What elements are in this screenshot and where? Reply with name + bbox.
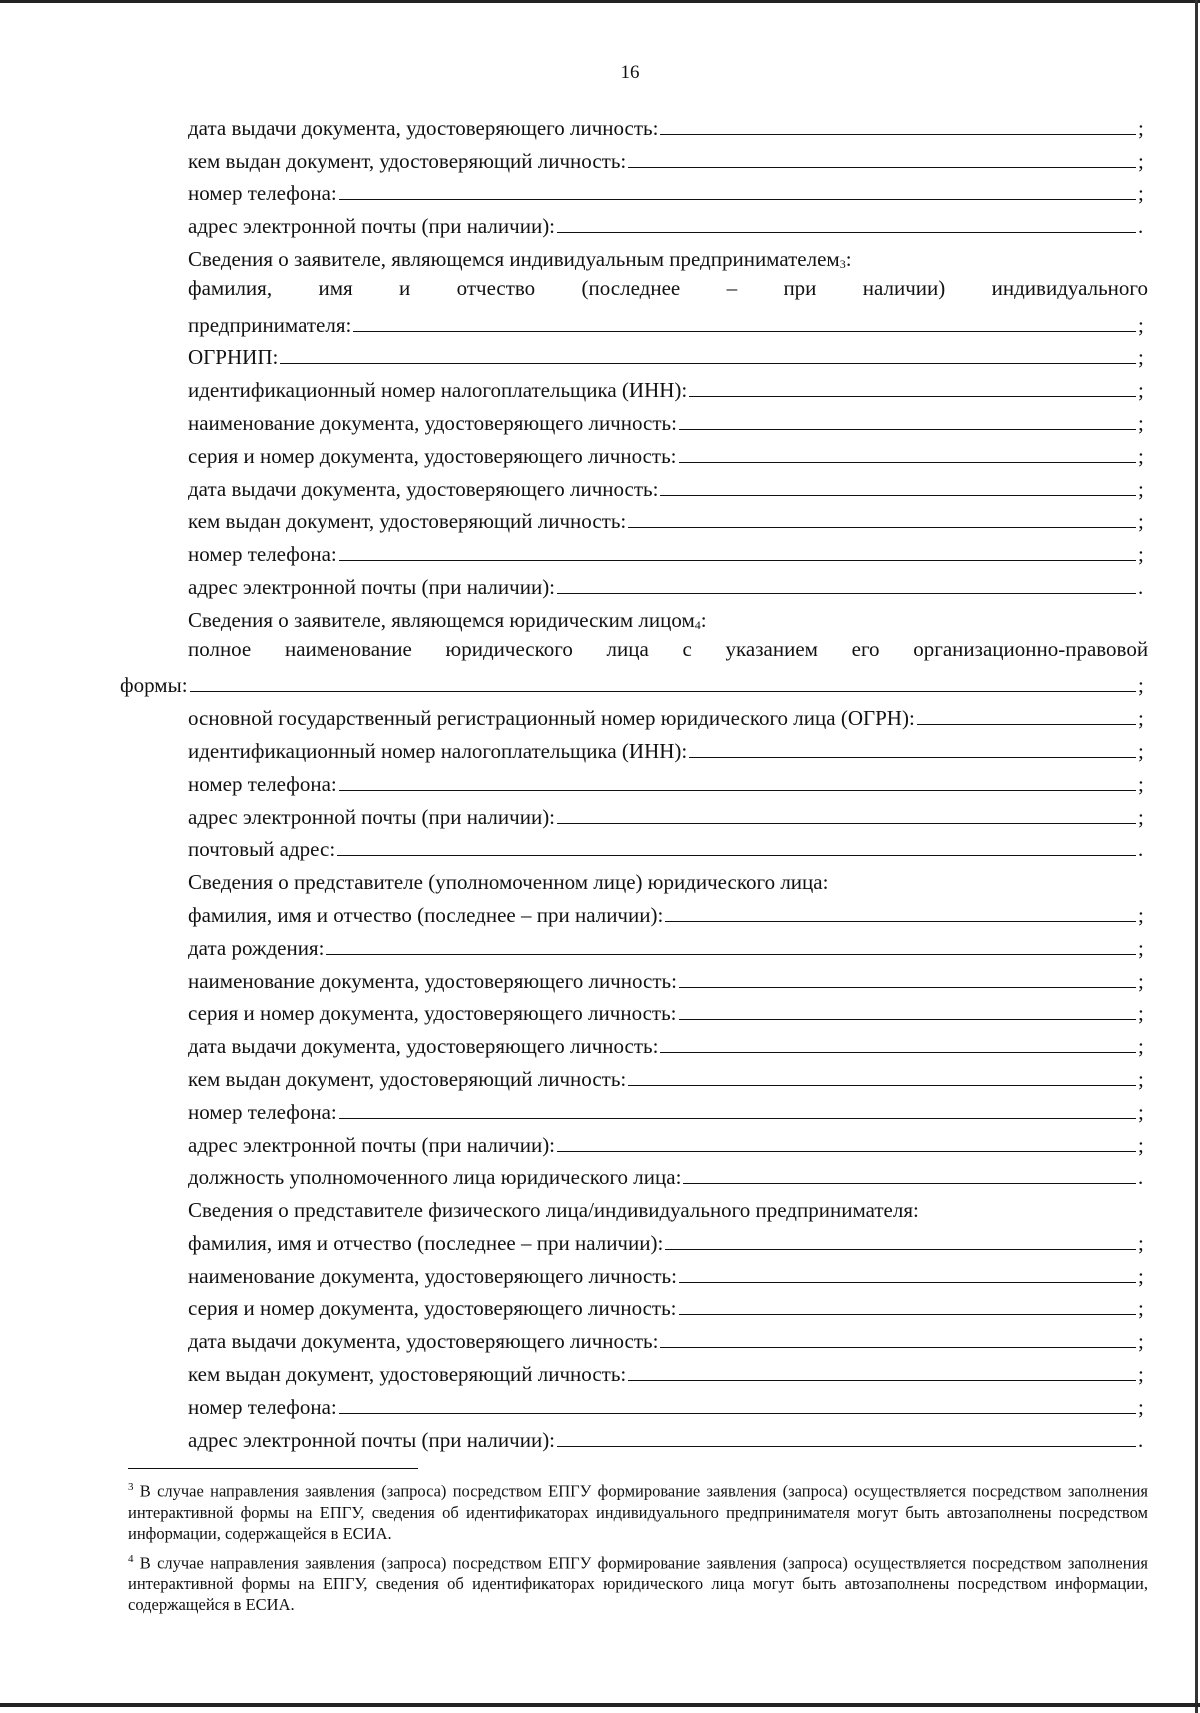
field-label: формы: — [120, 673, 188, 698]
field-label: адрес электронной почты (при наличии): — [188, 1132, 556, 1157]
form-field-row — [120, 174, 1148, 207]
form-field-row — [120, 994, 1148, 1027]
field-label: основной государственный регистрационный номер юридического лица (ОГРН): — [188, 706, 915, 731]
form-field-row — [120, 502, 1148, 535]
fill-in-blank[interactable] — [280, 362, 1136, 364]
fill-in-blank[interactable] — [557, 822, 1136, 824]
field-terminator: ; — [1138, 968, 1144, 993]
form-field-row — [120, 764, 1148, 797]
field-label: номер телефона: — [188, 181, 337, 206]
fill-in-blank[interactable] — [339, 1117, 1136, 1119]
field-label: номер телефона: — [188, 1394, 337, 1419]
field-label: фамилия, имя и отчество (последнее – при наличии): — [188, 902, 664, 927]
field-terminator: ; — [1138, 181, 1144, 206]
footnote-number: 4 — [128, 1552, 134, 1565]
fill-in-blank[interactable] — [628, 1084, 1136, 1086]
heading-punct: : — [845, 246, 852, 271]
fill-in-blank[interactable] — [679, 461, 1137, 463]
field-terminator: . — [1138, 1427, 1144, 1452]
fill-in-blank[interactable] — [917, 723, 1136, 725]
field-label: кем выдан документ, удостоверяющий личность: — [188, 148, 627, 173]
fill-in-blank[interactable] — [628, 1379, 1136, 1381]
field-terminator: ; — [1138, 1001, 1144, 1026]
field-label: номер телефона: — [188, 771, 337, 796]
field-label: предпринимателя: — [188, 312, 352, 337]
field-terminator: ; — [1138, 312, 1144, 337]
field-label: адрес электронной почты (при наличии): — [188, 804, 556, 829]
field-label: серия и номер документа, удостоверяющего личность: — [188, 443, 677, 468]
fill-in-blank[interactable] — [689, 395, 1136, 397]
field-terminator: ; — [1138, 706, 1144, 731]
form-body — [120, 108, 1148, 1453]
field-terminator: ; — [1138, 1263, 1144, 1288]
form-field-row — [120, 108, 1148, 141]
field-terminator: ; — [1138, 148, 1144, 173]
line-word: при — [783, 275, 817, 300]
field-label: адрес электронной почты (при наличии): — [188, 574, 556, 599]
form-field-row — [120, 1321, 1148, 1354]
field-terminator: ; — [1138, 1296, 1144, 1321]
field-label: серия и номер документа, удостоверяющего личность: — [188, 1296, 677, 1321]
section-heading-text: Сведения о представителе физического лица/индивидуального предпринимателя: — [188, 1198, 919, 1223]
field-terminator: ; — [1138, 443, 1144, 468]
line-word: фамилия, — [188, 275, 273, 300]
field-terminator: . — [1138, 837, 1144, 862]
field-terminator: ; — [1138, 1099, 1144, 1124]
field-terminator: . — [1138, 1165, 1144, 1190]
field-label: дата выдачи документа, удостоверяющего личность: — [188, 115, 659, 140]
scan-edge-top — [0, 0, 1200, 3]
justified-line — [120, 272, 1148, 305]
field-terminator: ; — [1138, 1329, 1144, 1354]
fill-in-blank[interactable] — [665, 1248, 1136, 1250]
justified-line — [120, 633, 1148, 666]
field-label: серия и номер документа, удостоверяющего личность: — [188, 1001, 677, 1026]
field-terminator: ; — [1138, 935, 1144, 960]
form-field-row — [120, 436, 1148, 469]
fill-in-blank[interactable] — [683, 1182, 1136, 1184]
form-field-row — [120, 1420, 1148, 1453]
fill-in-blank[interactable] — [557, 1150, 1136, 1152]
fill-in-blank[interactable] — [679, 428, 1136, 430]
form-field-row — [120, 1354, 1148, 1387]
footnote-number: 3 — [128, 1481, 134, 1493]
field-terminator: . — [1138, 214, 1144, 239]
form-field-row — [120, 797, 1148, 830]
form-field-row — [120, 403, 1148, 436]
fill-in-blank[interactable] — [557, 592, 1136, 594]
fill-in-blank[interactable] — [339, 559, 1136, 561]
fill-in-blank[interactable] — [353, 330, 1136, 332]
line-word: юридического — [445, 636, 573, 661]
line-word: с — [682, 636, 692, 661]
field-terminator: ; — [1138, 771, 1144, 796]
form-field-row — [120, 1289, 1148, 1322]
footnote-ref: 4 — [694, 617, 701, 632]
section-heading-text: Сведения о заявителе, являющемся юридическим лицом — [188, 607, 695, 632]
fill-in-blank[interactable] — [660, 1346, 1136, 1348]
field-label: наименование документа, удостоверяющего личность: — [188, 1263, 677, 1288]
line-word: – — [726, 275, 738, 300]
form-field-row — [120, 534, 1148, 567]
line-word: имя — [318, 275, 353, 300]
field-terminator: ; — [1138, 345, 1144, 370]
footnotes — [128, 1477, 1148, 1620]
field-label: дата выдачи документа, удостоверяющего личность: — [188, 476, 659, 501]
form-field-row — [120, 1256, 1148, 1289]
footnote — [128, 1477, 1148, 1544]
line-word: и — [399, 275, 411, 300]
line-word: индивидуального — [991, 275, 1148, 300]
line-word: полное — [188, 636, 252, 661]
section-heading — [120, 239, 1148, 272]
footnote — [128, 1549, 1148, 1616]
field-terminator: ; — [1138, 410, 1144, 435]
form-field-row — [120, 830, 1148, 863]
field-terminator: ; — [1138, 378, 1144, 403]
field-label: кем выдан документ, удостоверяющий личность: — [188, 509, 627, 534]
form-field-row — [120, 1059, 1148, 1092]
field-terminator: ; — [1138, 1362, 1144, 1387]
field-terminator: ; — [1138, 902, 1144, 927]
field-label: должность уполномоченного лица юридического лица: — [188, 1165, 682, 1190]
field-terminator: ; — [1138, 1034, 1144, 1059]
field-label: кем выдан документ, удостоверяющий личность: — [188, 1362, 627, 1387]
field-label: фамилия, имя и отчество (последнее – при наличии): — [188, 1230, 664, 1255]
field-label: дата рождения: — [188, 935, 325, 960]
field-terminator: ; — [1138, 673, 1144, 698]
section-heading-text: Сведения о заявителе, являющемся индивидуальным предпринимателем — [188, 246, 840, 271]
footnote-separator — [128, 1468, 418, 1469]
section-heading-text: Сведения о представителе (уполномоченном лице) юридического лица: — [188, 870, 829, 895]
fill-in-blank[interactable] — [339, 1412, 1136, 1414]
line-word: его — [851, 636, 880, 661]
form-field-row — [120, 1158, 1148, 1191]
field-label: ОГРНИП: — [188, 345, 279, 370]
fill-in-blank[interactable] — [679, 1313, 1137, 1315]
fill-in-blank[interactable] — [660, 1051, 1136, 1053]
fill-in-blank[interactable] — [339, 789, 1136, 791]
field-label: адрес электронной почты (при наличии): — [188, 1427, 556, 1452]
fill-in-blank[interactable] — [190, 690, 1136, 692]
form-field-row — [120, 961, 1148, 994]
fill-in-blank[interactable] — [337, 854, 1136, 856]
footnote-text: В случае направления заявления (запроса) посредством ЕПГУ формирование заявления (запроса) осуществляется посредством заполнения интерактивной формы на ЕПГУ, сведения об идентификаторах юридического лица могут быть автозаполнены посредством информации, содержащейся в ЕСИА. — [128, 1553, 1148, 1614]
line-word: организационно-правовой — [913, 636, 1149, 661]
section-heading — [120, 600, 1148, 633]
footnote-ref: 3 — [839, 256, 846, 271]
field-terminator: ; — [1138, 1132, 1144, 1157]
form-field-row — [120, 698, 1148, 731]
fill-in-blank[interactable] — [660, 133, 1136, 135]
fill-in-blank[interactable] — [326, 953, 1136, 955]
form-field-row — [120, 206, 1148, 239]
field-label: номер телефона: — [188, 1099, 337, 1124]
field-terminator: . — [1138, 574, 1144, 599]
form-field-row — [120, 1223, 1148, 1256]
fill-in-blank[interactable] — [557, 231, 1136, 233]
line-word: указанием — [725, 636, 818, 661]
field-label: дата выдачи документа, удостоверяющего личность: — [188, 1329, 659, 1354]
form-field-row — [120, 305, 1148, 338]
section-heading — [120, 862, 1148, 895]
line-word: отчество — [456, 275, 536, 300]
fill-in-blank[interactable] — [660, 494, 1136, 496]
fill-in-blank[interactable] — [689, 756, 1136, 758]
line-word: наименование — [284, 636, 412, 661]
line-word: лица — [606, 636, 649, 661]
field-label: наименование документа, удостоверяющего личность: — [188, 968, 677, 993]
field-label: адрес электронной почты (при наличии): — [188, 214, 556, 239]
page-number: 16 — [620, 62, 640, 83]
form-field-row — [120, 928, 1148, 961]
fill-in-blank[interactable] — [557, 1445, 1136, 1447]
field-terminator: ; — [1138, 115, 1144, 140]
field-terminator: ; — [1138, 509, 1144, 534]
field-label: идентификационный номер налогоплательщика (ИНН): — [188, 378, 688, 403]
field-terminator: ; — [1138, 1066, 1144, 1091]
form-field-row — [120, 141, 1148, 174]
form-field-row — [120, 469, 1148, 502]
section-heading — [120, 1190, 1148, 1223]
fill-in-blank[interactable] — [339, 198, 1136, 200]
field-label: кем выдан документ, удостоверяющий личность: — [188, 1066, 627, 1091]
field-terminator: ; — [1138, 804, 1144, 829]
field-terminator: ; — [1138, 542, 1144, 567]
heading-punct: : — [700, 607, 707, 632]
fill-in-blank[interactable] — [628, 526, 1136, 528]
form-field-row — [120, 895, 1148, 928]
field-terminator: ; — [1138, 476, 1144, 501]
form-field-row — [120, 567, 1148, 600]
field-terminator: ; — [1138, 738, 1144, 763]
field-label: дата выдачи документа, удостоверяющего личность: — [188, 1034, 659, 1059]
line-word: (последнее — [581, 275, 681, 300]
form-field-row — [120, 666, 1148, 699]
scan-edge-bottom — [0, 1703, 1200, 1707]
fill-in-blank[interactable] — [628, 166, 1136, 168]
field-label: наименование документа, удостоверяющего личность: — [188, 410, 677, 435]
form-field-row — [120, 731, 1148, 764]
fill-in-blank[interactable] — [679, 1281, 1136, 1283]
form-field-row — [120, 1125, 1148, 1158]
form-field-row — [120, 1387, 1148, 1420]
fill-in-blank[interactable] — [679, 1018, 1137, 1020]
fill-in-blank[interactable] — [665, 920, 1136, 922]
fill-in-blank[interactable] — [679, 986, 1136, 988]
field-terminator: ; — [1138, 1394, 1144, 1419]
field-label: идентификационный номер налогоплательщика (ИНН): — [188, 738, 688, 763]
line-word: наличии) — [862, 275, 946, 300]
field-label: номер телефона: — [188, 542, 337, 567]
form-field-row — [120, 1092, 1148, 1125]
field-label: почтовый адрес: — [188, 837, 336, 862]
form-field-row — [120, 370, 1148, 403]
form-field-row — [120, 338, 1148, 371]
footnote-text: В случае направления заявления (запроса) посредством ЕПГУ формирование заявления (запроса) осуществляется посредством заполнения интерактивной формы на ЕПГУ, сведения об идентификаторах индивидуального предпринимателя могут быть автозаполнены посредством информации, содержащейся в ЕСИА. — [128, 1481, 1148, 1543]
form-field-row — [120, 1026, 1148, 1059]
scan-edge-right — [1195, 0, 1198, 1713]
field-terminator: ; — [1138, 1230, 1144, 1255]
